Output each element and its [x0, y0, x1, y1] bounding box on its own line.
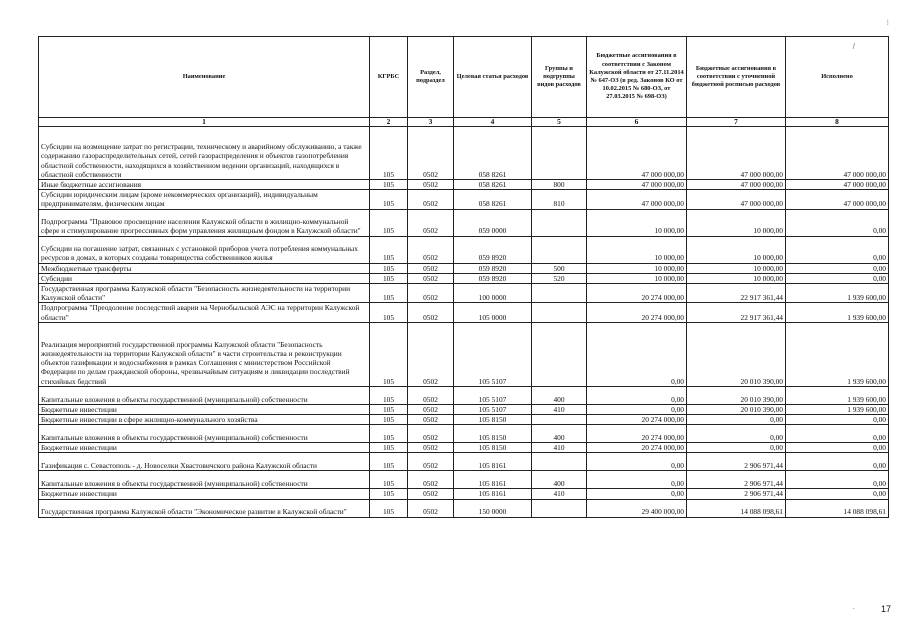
- row-name: Бюджетные инвестиции: [39, 443, 370, 453]
- table-row: [39, 471, 889, 489]
- row-group: 800: [532, 180, 587, 190]
- row-ktrbs: 105: [370, 499, 408, 517]
- header-executed: Исполнено: [786, 37, 889, 118]
- row-section: 0502: [408, 386, 454, 404]
- row-executed: 47 000 000,00: [786, 180, 889, 190]
- row-name: Подпрограмма "Преодоление последствий аварии на Чернобыльской АЭС на территории Калужской области": [39, 303, 370, 322]
- row-refined-allocation: 10 000,00: [687, 209, 786, 236]
- row-refined-allocation: 47 000 000,00: [687, 180, 786, 190]
- table-row: [39, 180, 889, 190]
- row-name: Субсидии на погашение затрат, связанных с установкой приборов учета потребления коммунальных ресурсов в домах, в которых созданы товарищества собственников жилья: [39, 236, 370, 263]
- row-law-allocation: 20 274 000,00: [587, 303, 687, 322]
- row-ktrbs: 105: [370, 273, 408, 283]
- row-law-allocation: 47 000 000,00: [587, 127, 687, 180]
- row-section: 0502: [408, 322, 454, 386]
- row-ktrbs: 105: [370, 471, 408, 489]
- header-ktrbs: КГРБС: [370, 37, 408, 118]
- row-section: 0502: [408, 127, 454, 180]
- budget-table: [38, 36, 889, 518]
- header-refined-allocations: Бюджетные ассигнования в соответствии с уточненной бюджетной росписью расходов: [687, 37, 786, 118]
- row-ktrbs: 105: [370, 284, 408, 303]
- row-name: Субсидии юридическим лицам (кроме некоммерческих организаций), индивидуальным предпринимателям, физическим лицам: [39, 190, 370, 209]
- row-group: 400: [532, 471, 587, 489]
- scan-mark-icon: /: [852, 42, 855, 51]
- row-section: 0502: [408, 303, 454, 322]
- row-ktrbs: 105: [370, 322, 408, 386]
- table-row: [39, 209, 889, 236]
- column-number: 4: [454, 118, 532, 127]
- row-target: 105 0000: [454, 303, 532, 322]
- row-law-allocation: 0,00: [587, 453, 687, 471]
- row-executed: 0,00: [786, 443, 889, 453]
- row-name: Субсидии на возмещение затрат по регистрации, техническому и аварийному обслуживанию, а также содержанию газораспределительных сетей, сетей газораспределения и объектов газопотребления областной собственности, находящихся в хозяйственном ведении организаций, находящихся в областной собственности: [39, 127, 370, 180]
- row-refined-allocation: 20 010 390,00: [687, 404, 786, 414]
- row-refined-allocation: 14 088 098,61: [687, 499, 786, 517]
- column-number: 1: [39, 118, 370, 127]
- row-executed: 0,00: [786, 489, 889, 499]
- row-ktrbs: 105: [370, 443, 408, 453]
- scan-mark-icon: ·: [852, 604, 855, 613]
- row-law-allocation: 20 274 000,00: [587, 284, 687, 303]
- header-name: Наименование: [39, 37, 370, 118]
- table-row: [39, 453, 889, 471]
- row-executed: 0,00: [786, 273, 889, 283]
- row-section: 0502: [408, 489, 454, 499]
- row-target: 059 8920: [454, 236, 532, 263]
- row-group: [532, 303, 587, 322]
- table-row: [39, 322, 889, 386]
- row-executed: 1 939 600,00: [786, 303, 889, 322]
- row-group: 400: [532, 386, 587, 404]
- column-number: 8: [786, 118, 889, 127]
- row-group: [532, 127, 587, 180]
- row-ktrbs: 105: [370, 236, 408, 263]
- header-groups: Группы и подгруппы видов расходов: [532, 37, 587, 118]
- row-target: 059 0000: [454, 209, 532, 236]
- row-target: 105 8161: [454, 453, 532, 471]
- header-law-allocations: Бюджетные ассигнования в соответствии с Законом Калужской области от 27.11.2014 № 647-ОЗ (в ред. Законов КО от 10.02.2015 № 680-ОЗ, от 27.03.2015 № 698-ОЗ): [587, 37, 687, 118]
- row-ktrbs: 105: [370, 425, 408, 443]
- column-number: 2: [370, 118, 408, 127]
- row-law-allocation: 20 274 000,00: [587, 425, 687, 443]
- table-row: [39, 273, 889, 283]
- row-section: 0502: [408, 499, 454, 517]
- table-row: [39, 127, 889, 180]
- row-target: 105 8161: [454, 489, 532, 499]
- row-section: 0502: [408, 236, 454, 263]
- row-executed: 1 939 600,00: [786, 322, 889, 386]
- row-law-allocation: 0,00: [587, 404, 687, 414]
- row-ktrbs: 105: [370, 180, 408, 190]
- row-section: 0502: [408, 180, 454, 190]
- row-executed: 0,00: [786, 425, 889, 443]
- row-target: 058 8261: [454, 180, 532, 190]
- row-refined-allocation: 10 000,00: [687, 263, 786, 273]
- row-ktrbs: 105: [370, 303, 408, 322]
- row-target: 059 8920: [454, 273, 532, 283]
- row-refined-allocation: 20 010 390,00: [687, 322, 786, 386]
- row-name: Капитальные вложения в объекты государственной (муниципальной) собственности: [39, 471, 370, 489]
- row-name: Капитальные вложения в объекты государственной (муниципальной) собственности: [39, 386, 370, 404]
- row-law-allocation: 47 000 000,00: [587, 190, 687, 209]
- header-row: [39, 37, 889, 118]
- row-law-allocation: 10 000,00: [587, 236, 687, 263]
- row-target: 100 0000: [454, 284, 532, 303]
- row-refined-allocation: 10 000,00: [687, 273, 786, 283]
- row-law-allocation: 10 000,00: [587, 263, 687, 273]
- row-refined-allocation: 0,00: [687, 443, 786, 453]
- row-name: Бюджетные инвестиции: [39, 404, 370, 414]
- row-name: Бюджетные инвестиции в сфере жилищно-коммунального хозяйства: [39, 415, 370, 425]
- row-ktrbs: 105: [370, 415, 408, 425]
- row-ktrbs: 105: [370, 190, 408, 209]
- row-law-allocation: 47 000 000,00: [587, 180, 687, 190]
- row-refined-allocation: 22 917 361,44: [687, 303, 786, 322]
- row-executed: 0,00: [786, 453, 889, 471]
- table-row: [39, 303, 889, 322]
- row-law-allocation: 0,00: [587, 322, 687, 386]
- row-group: [532, 322, 587, 386]
- row-executed: 0,00: [786, 415, 889, 425]
- row-name: Субсидии: [39, 273, 370, 283]
- row-executed: 1 939 600,00: [786, 404, 889, 414]
- row-ktrbs: 105: [370, 404, 408, 414]
- row-target: 105 8150: [454, 425, 532, 443]
- row-group: 400: [532, 425, 587, 443]
- row-target: 058 8261: [454, 190, 532, 209]
- row-ktrbs: 105: [370, 386, 408, 404]
- table-row: [39, 489, 889, 499]
- row-executed: 0,00: [786, 209, 889, 236]
- row-name: Государственная программа Калужской области "Безопасность жизнедеятельности на территории Калужской области": [39, 284, 370, 303]
- table-row: [39, 404, 889, 414]
- row-refined-allocation: 0,00: [687, 425, 786, 443]
- row-executed: 47 000 000,00: [786, 127, 889, 180]
- row-section: 0502: [408, 425, 454, 443]
- table-row: [39, 236, 889, 263]
- row-section: 0502: [408, 415, 454, 425]
- row-law-allocation: 10 000,00: [587, 273, 687, 283]
- row-group: [532, 236, 587, 263]
- row-refined-allocation: 0,00: [687, 415, 786, 425]
- row-group: [532, 284, 587, 303]
- scan-mark-icon: ⁝: [886, 18, 889, 27]
- table-body: [39, 127, 889, 518]
- row-executed: 1 939 600,00: [786, 386, 889, 404]
- row-law-allocation: 10 000,00: [587, 209, 687, 236]
- row-section: 0502: [408, 209, 454, 236]
- table-row: [39, 263, 889, 273]
- row-refined-allocation: 22 917 361,44: [687, 284, 786, 303]
- row-name: Иные бюджетные ассигнования: [39, 180, 370, 190]
- table-row: [39, 499, 889, 517]
- row-group: [532, 499, 587, 517]
- row-target: 105 5107: [454, 404, 532, 414]
- row-ktrbs: 105: [370, 263, 408, 273]
- row-target: 105 5107: [454, 386, 532, 404]
- row-name: Подпрограмма "Правовое просвещение населения Калужской области в жилищно-коммунальной сфере и стимулирование прогрессивных форм управления жилищным фондом в Калужской области": [39, 209, 370, 236]
- column-number: 7: [687, 118, 786, 127]
- row-executed: 0,00: [786, 236, 889, 263]
- row-group: [532, 209, 587, 236]
- row-refined-allocation: 2 906 971,44: [687, 471, 786, 489]
- column-number-row: [39, 118, 889, 127]
- row-section: 0502: [408, 284, 454, 303]
- row-target: 105 8150: [454, 443, 532, 453]
- row-executed: 0,00: [786, 263, 889, 273]
- table-row: [39, 443, 889, 453]
- row-target: 058 8261: [454, 127, 532, 180]
- row-law-allocation: 0,00: [587, 471, 687, 489]
- column-number: 5: [532, 118, 587, 127]
- row-name: Бюджетные инвестиции: [39, 489, 370, 499]
- row-law-allocation: 29 400 000,00: [587, 499, 687, 517]
- row-name: Капитальные вложения в объекты государственной (муниципальной) собственности: [39, 425, 370, 443]
- row-target: 105 8161: [454, 471, 532, 489]
- row-section: 0502: [408, 263, 454, 273]
- row-refined-allocation: 20 010 390,00: [687, 386, 786, 404]
- table-row: [39, 190, 889, 209]
- column-number: 3: [408, 118, 454, 127]
- row-name: Реализация мероприятий государственной программы Калужской области "Безопасность жизнедеятельности на территории Калужской области" в части строительства и реконструкции объектов газификации и водоснабжения в рамках Соглашения с министерством Российской Федерации по делам гражданской обороны, чрезвычайным ситуациям и ликвидации последствий стихийных бедствий: [39, 322, 370, 386]
- row-section: 0502: [408, 471, 454, 489]
- row-group: 410: [532, 404, 587, 414]
- table-row: [39, 425, 889, 443]
- row-executed: 0,00: [786, 471, 889, 489]
- row-group: 410: [532, 443, 587, 453]
- row-section: 0502: [408, 404, 454, 414]
- row-refined-allocation: 47 000 000,00: [687, 127, 786, 180]
- row-section: 0502: [408, 443, 454, 453]
- row-group: [532, 415, 587, 425]
- row-refined-allocation: 2 906 971,44: [687, 489, 786, 499]
- table-row: [39, 284, 889, 303]
- row-group: 520: [532, 273, 587, 283]
- column-number: 6: [587, 118, 687, 127]
- row-target: 105 5107: [454, 322, 532, 386]
- row-executed: 14 088 098,61: [786, 499, 889, 517]
- row-ktrbs: 105: [370, 489, 408, 499]
- row-refined-allocation: 47 000 000,00: [687, 190, 786, 209]
- row-name: Межбюджетные трансферты: [39, 263, 370, 273]
- row-section: 0502: [408, 273, 454, 283]
- row-law-allocation: 0,00: [587, 386, 687, 404]
- header-section: Раздел, подраздел: [408, 37, 454, 118]
- row-group: 500: [532, 263, 587, 273]
- row-group: 410: [532, 489, 587, 499]
- row-section: 0502: [408, 190, 454, 209]
- row-section: 0502: [408, 453, 454, 471]
- row-target: 150 0000: [454, 499, 532, 517]
- row-law-allocation: 20 274 000,00: [587, 443, 687, 453]
- row-refined-allocation: 2 906 971,44: [687, 453, 786, 471]
- row-target: 105 8150: [454, 415, 532, 425]
- table-row: [39, 415, 889, 425]
- row-law-allocation: 20 274 000,00: [587, 415, 687, 425]
- row-executed: 47 000 000,00: [786, 190, 889, 209]
- row-ktrbs: 105: [370, 209, 408, 236]
- row-name: Государственная программа Калужской области "Экономическое развитие в Калужской области": [39, 499, 370, 517]
- row-group: [532, 453, 587, 471]
- row-executed: 1 939 600,00: [786, 284, 889, 303]
- row-refined-allocation: 10 000,00: [687, 236, 786, 263]
- row-target: 059 8920: [454, 263, 532, 273]
- header-target: Целевая статья расходов: [454, 37, 532, 118]
- row-group: 810: [532, 190, 587, 209]
- table-row: [39, 386, 889, 404]
- row-name: Газификация с. Севастополь - д. Новоселки Хвастовичского района Калужской области: [39, 453, 370, 471]
- row-ktrbs: 105: [370, 453, 408, 471]
- row-law-allocation: 0,00: [587, 489, 687, 499]
- row-ktrbs: 105: [370, 127, 408, 180]
- page-number: 17: [880, 604, 891, 614]
